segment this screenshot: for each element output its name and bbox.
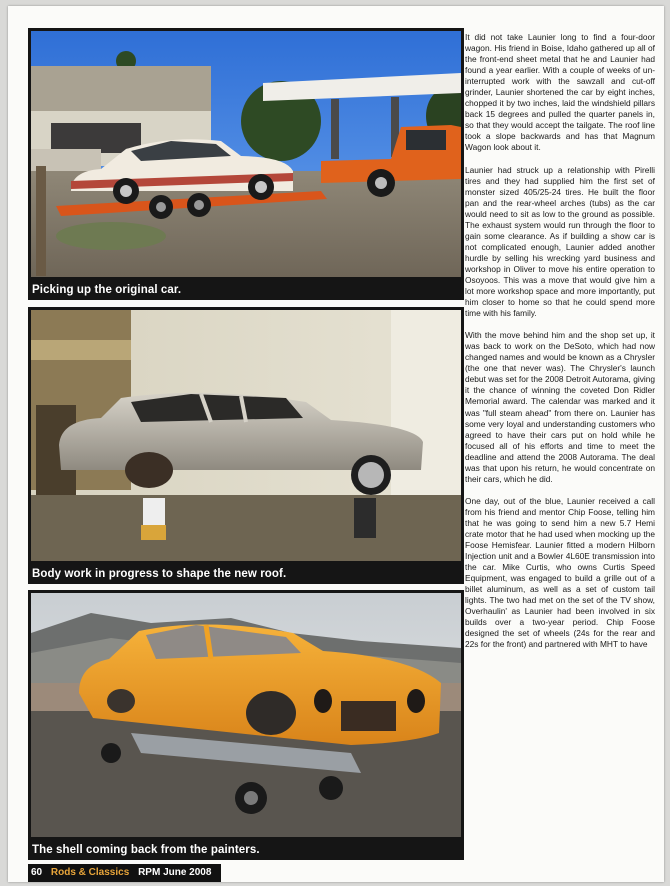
article-paragraph: It did not take Launier long to find a four-door wagon. His friend in Boise, Idaho gathered up all of the front-end sheet metal that he and Launier had found a year earlier. With a couple of weeks of un-interrupted work with the sawzall and cut-off grinder, Launier shortened the car by eight inches, chopped it by two inches, laid the windshield pillars back 15 degrees and pulled the quarter panels in, so that they would accept the tailgate. The roof line took a slope backwards and has that Magnum Wagon look about it. xyxy=(465,32,655,153)
article-paragraph: Launier had struck up a relationship with Pirelli tires and they had supplied him the first set of monster sized 405/25-24 tires. He built the floor pan and the rear-wheel arches (tubs) as the car would need to sit as low to the ground as possible. The exhaust system would run through the floor to gain some clearance. As if building a show car is not complicated enough, Launier added another hurdle by selling his wrecking yard business and workshop in Oliver to move his entire operation to Osoyoos. This was a move that would give him a lot more workshop space and more importantly, put him closer to home so that he could spend more time with his family. xyxy=(465,164,655,319)
magazine-page xyxy=(8,6,664,882)
caption-painted-shell: The shell coming back from the painters. xyxy=(32,844,260,856)
photo-body-work xyxy=(28,307,464,584)
issue-label: RPM June 2008 xyxy=(138,867,212,878)
article-column xyxy=(465,32,655,661)
caption-original-car: Picking up the original car. xyxy=(32,284,182,296)
photo-original-car xyxy=(28,28,464,300)
original-car-image xyxy=(31,31,461,277)
photo-painted-shell xyxy=(28,590,464,860)
body-work-image xyxy=(31,310,461,561)
article-paragraph: One day, out of the blue, Launier received a call from his friend and mentor Chip Foose, telling him that he was going to send him a new 5.7 Hemi crate motor that he had used when mocking up the Foose Hemisfear. Launier fitted a modern Hilborn Injection unit and a Bowler 4L60E transmission into the car. Mike Curtis, who owns Curtis Speed Equipment, was engaged to build a grille out of a billet aluminum, as well as a set of custom tail lights. The two had met on the set of the TV show, Overhaulin' as Launier had been involved in six builds over a two-year period. Chip Foose designed the set of wheels (24s for the rear and 22s for the front) and partnered with MHT to have xyxy=(465,495,655,650)
caption-body-work: Body work in progress to shape the new roof. xyxy=(32,568,287,580)
page-footer xyxy=(28,864,221,882)
article-paragraph: With the move behind him and the shop set up, it was back to work on the DeSoto, which had now changed names and would be known as a Chrysler (the one that never was). The Chrysler's launch debut was set for the 2008 Detroit Autorama, giving it the chance of winning the coveted Don Ridler Memorial award. The calendar was marked and it was "full steam ahead" from there on. Launier has some very loyal and understanding customers who agreed to have their cars put on hold while he focused all of his efforts and time to meet the deadline and attend the 2008 Autorama. The deal was that upon his return, he would concentrate on their cars, which he did. xyxy=(465,330,655,484)
magazine-name: Rods & Classics xyxy=(50,867,130,878)
painted-shell-image xyxy=(31,593,461,837)
page-number: 60 xyxy=(31,867,43,878)
